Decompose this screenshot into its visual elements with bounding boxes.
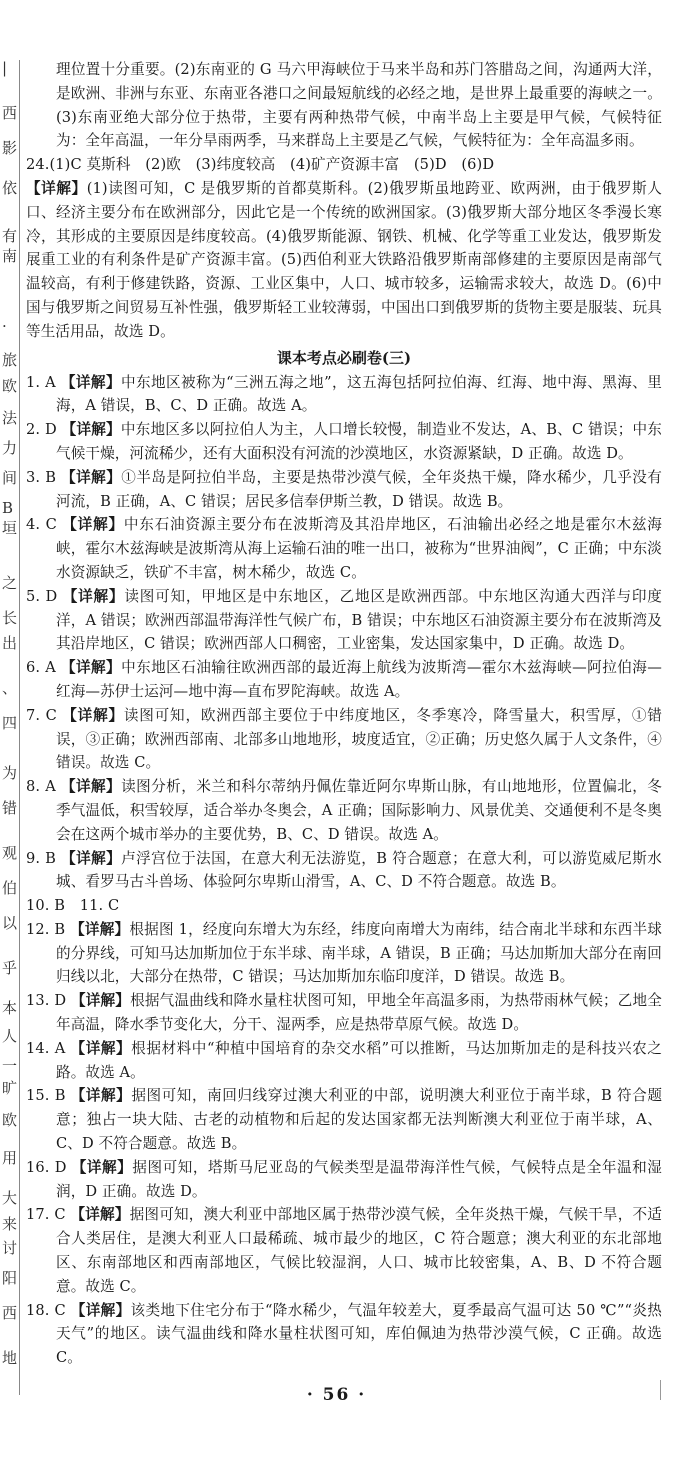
gutter-char: 四: [2, 714, 18, 732]
gutter-char: 法: [2, 409, 18, 427]
answer-item: [26, 775, 662, 846]
answer-choice: 2. D: [26, 421, 62, 439]
explanation-text: 读图可知，欧洲西部主要位于中纬度地区，冬季寒冷，降雪量大，积雪厚，①错误，③正确；欧洲西部南、北部多山地地形，坡度适宜，②正确；历史悠久属于人文条件，④错误。故选 C。: [56, 706, 662, 772]
detail-tag: 【详解】: [71, 1158, 133, 1176]
detail-tag: 【详解】: [60, 778, 122, 796]
explanation-text: 该类地下住宅分布于“降水稀少，气温年较差大，夏季最高气温可达 50 ℃”“炎热天气”的地区。读气温曲线和降水量柱状图可知，库伯佩迪为热带沙漠气候，C 正确。故选 C。: [56, 1301, 662, 1367]
explanation-text: 卢浮宫位于法国，在意大利无法游览，B 符合题意；在意大利，可以游览威尼斯水城、看罗马古斗兽场、体验阿尔卑斯山滑雪，A、C、D 不符合题意。故选 B。: [56, 849, 662, 891]
gutter-char: 讨: [2, 1239, 18, 1257]
explanation-text: 根据材料中“种植中国培育的杂交水稻”可以推断，马达加斯加走的是科技兴农之路。故选 A。: [56, 1039, 662, 1081]
answer-choice: 14. A: [26, 1039, 71, 1057]
answer-item: [26, 1084, 662, 1155]
gutter-char: 之: [2, 574, 18, 592]
explanation-text: 根据气温曲线和降水量柱状图可知，甲地全年高温多雨，为热带雨林气候；乙地全年高温，降水季节变化大，分干、湿两季，应是热带草原气候。故选 D。: [56, 992, 663, 1034]
gutter-char: 长: [2, 609, 18, 627]
detail-tag: 【详解】: [60, 373, 121, 391]
answer-item: [26, 918, 662, 989]
explanation-text: 据图可知，澳大利亚中部地区属于热带沙漠气候，全年炎热干燥，气候干旱，不适合人类居住，是澳大利亚人口最稀疏、城市最少的地区，C 符合题意；澳大利亚的东北部地区、东南部地区和西南部地区，气候比较湿润，人口、城市比较密集，A、B、D 不符合题意。故选 C。: [56, 1206, 662, 1295]
answer-choice: 18. C: [26, 1301, 71, 1319]
answer-choice: 1. A: [26, 373, 61, 391]
gutter-char: 旷: [2, 1079, 18, 1097]
gutter-char: 错: [2, 799, 18, 817]
detail-tag: 【详解】: [62, 516, 124, 534]
detail-tag: 【详解】: [62, 587, 125, 605]
answer-content: [26, 58, 662, 1370]
gutter-char: 间: [2, 469, 18, 487]
answer-item: [26, 371, 662, 419]
detail-tag: 【详解】: [70, 920, 130, 938]
gutter-char: 依: [2, 179, 18, 197]
detail-tag: 【详解】: [70, 1301, 131, 1319]
answer-choice: 9. B: [26, 849, 62, 867]
answer-item: [26, 656, 662, 704]
answer-choice: 4. C: [26, 516, 63, 534]
section-title: 课本考点必刷卷(三): [276, 348, 412, 367]
gutter-char: 、: [2, 679, 18, 697]
answer-choice: 12. B: [26, 920, 71, 938]
answer-item: [26, 1299, 662, 1370]
gutter-char: 伯: [2, 879, 18, 897]
gutter-divider: [19, 60, 20, 1395]
page-number: · 56 ·: [306, 1385, 367, 1405]
answer-item: [26, 513, 662, 584]
q24-detail: [26, 177, 662, 344]
explanation-text: 中东地区石油输往欧洲西部的最近海上航线为波斯湾—霍尔木兹海峡—阿拉伯海—红海—苏伊士运河—地中海—直布罗陀海峡。故选 A。: [56, 659, 662, 700]
gutter-char: 南: [2, 247, 18, 265]
answer-choice: 16. D: [26, 1158, 72, 1176]
answer-item: [26, 894, 662, 918]
answer-item: [26, 1203, 662, 1298]
explanation-text: 据图可知，南回归线穿过澳大利亚的中部，说明澳大利亚位于南半球，B 符合题意；独占一块大陆、古老的动植物和后起的发达国家都无法判断澳大利亚位于南半球，A、C、D 不符合题意。故选 B。: [56, 1087, 663, 1153]
detail-tag: 【详解】: [70, 1206, 130, 1224]
answer-choice: 7. C: [26, 706, 63, 724]
detail-tag: 【详解】: [70, 1087, 132, 1105]
gutter-char: 有: [2, 227, 18, 245]
gutter-char: 阳: [2, 1269, 18, 1287]
explanation-text: 读图可知，甲地区是中东地区，乙地区是欧洲西部。中东地区沟通大西洋与印度洋，A 错误；欧洲西部温带海洋性气候广布，B 错误；中东地区石油资源主要分布在波斯湾及其沿岸地区，C 错误；欧洲西部人口稠密，工业密集，发达国家集中，D 正确。故选 D。: [56, 587, 662, 653]
answer-item: [26, 1037, 662, 1085]
gutter-char: 欧: [2, 1111, 18, 1129]
gutter-char: 以: [2, 914, 18, 932]
gutter-char: ·: [2, 317, 7, 335]
answer-item: [26, 1156, 662, 1204]
detail-tag: 【详解】: [61, 849, 122, 867]
gutter-char: 出: [2, 634, 18, 652]
answer-item: [26, 585, 662, 656]
q23-continuation: 理位置十分重要。(2)东南亚的 G 马六甲海峡位于马来半岛和苏门答腊岛之间，沟通两大洋，是欧洲、非洲与东亚、东南亚各港口之间最短航线的必经之地，是世界上最重要的海峡之一。(3)东南亚绝大部分位于热带，主要有两种热带气候，中南半岛上主要是甲气候，气候特征为：全年高温，一年分旱雨两季，马来群岛上主要是乙气候，气候特征为：全年高温多雨。: [56, 61, 662, 150]
gutter-char: 力: [2, 439, 18, 457]
explanation-text: 读图分析，米兰和科尔蒂纳丹佩佐靠近阿尔卑斯山脉，有山地地形，位置偏北，冬季气温低，积雪较厚，适合举办冬奥会，A 正确；国际影响力、风景优美、交通便利不是冬奥会在这两个城市举办的主要优势，B、C、D 错误。故选 A。: [56, 778, 662, 843]
detail-tag: 【详解】: [62, 706, 124, 724]
detail-tag: 【详解】: [70, 992, 131, 1010]
detail-tag: 【详解】: [60, 659, 122, 677]
answer-item: [26, 466, 662, 514]
gutter-char: 欧: [2, 377, 18, 395]
explanation-text: 根据图 1，经度向东增大为东经，纬度向南增大为南纬，结合南北半球和东西半球的分界线，可知马达加斯加位于东半球、南半球，A 错误，B 正确；马达加斯加大部分在南回归线以北，大部分在热带，C 错误；马达加斯加东临印度洋，D 错误。故选 B。: [56, 920, 662, 986]
gutter-char: 本: [2, 999, 18, 1017]
answer-item: [26, 989, 662, 1037]
gutter-char: 影: [2, 139, 18, 157]
answer-item: [26, 847, 662, 895]
answer-choice: 5. D: [26, 587, 63, 605]
gutter-char: 旅: [2, 351, 18, 369]
explanation-text: 中东地区被称为“三洲五海之地”，这五海包括阿拉伯海、红海、地中海、黑海、里海，A 错误，B、C、D 正确。故选 A。: [56, 373, 662, 415]
answer-choice: 3. B: [26, 468, 62, 486]
q24-detail-text: (1)读图可知，C 是俄罗斯的首都莫斯科。(2)俄罗斯虽地跨亚、欧两洲，由于俄罗斯人口、经济主要分布在欧洲部分，因此它是一个传统的欧洲国家。(3)俄罗斯大部分地区冬季漫长寒冷，其形成的主要原因是纬度较高。(4)俄罗斯能源、钢铁、机械、化学等重工业发达，俄罗斯发展重工业的有利条件是矿产资源丰富。(5)西伯利亚大铁路沿俄罗斯南部修建的主要原因是南部气温较高，有利于修建铁路，资源、工业区集中，人口、城市较多，运输需求较大，故选 D。(6)中国与俄罗斯之间贸易互补性强，俄罗斯轻工业较薄弱，中国出口到俄罗斯的货物主要是服装、玩具等生活用品，故选 D。: [26, 179, 662, 340]
answer-list: [26, 371, 662, 1370]
answer-item: [26, 418, 662, 466]
answer-choice: 13. D: [26, 992, 71, 1010]
gutter-char: 西: [2, 1304, 18, 1322]
gutter-char: B: [2, 499, 14, 517]
explanation-text: ①半岛是阿拉伯半岛，主要是热带沙漠气候，全年炎热干燥，降水稀少，几乎没有河流，B 正确，A、C 错误；居民多信奉伊斯兰教，D 错误。故选 B。: [56, 468, 662, 510]
gutter-char: 为: [2, 764, 18, 782]
gutter-char: 来: [2, 1215, 18, 1233]
gutter-char: |: [2, 59, 8, 77]
left-margin-gutter: [0, 0, 20, 1400]
gutter-char: 观: [2, 844, 18, 862]
gutter-char: 地: [2, 1349, 18, 1367]
answer-choice: 8. A: [26, 778, 61, 796]
detail-tag: 【详解】: [26, 179, 87, 197]
answer-choice: 17. C: [26, 1206, 71, 1224]
gutter-char: 西: [2, 104, 18, 122]
gutter-char: 用: [2, 1149, 18, 1167]
detail-tag: 【详解】: [61, 421, 121, 439]
answer-choice: 6. A: [26, 659, 61, 677]
detail-tag: 【详解】: [61, 468, 122, 486]
gutter-char: 垣: [2, 519, 18, 537]
answer-choice: 10. B 11. C: [26, 897, 120, 915]
gutter-char: 乎: [2, 959, 18, 977]
explanation-text: 中东石油资源主要分布在波斯湾及其沿岸地区，石油输出必经之地是霍尔木兹海峡，霍尔木兹海峡是波斯湾从海上运输石油的唯一出口，被称为“世界油阀”，C 正确；中东淡水资源缺乏，铁矿不丰富，树木稀少，故选 C。: [56, 516, 662, 581]
answer-item: [26, 704, 662, 775]
explanation-text: 中东地区多以阿拉伯人为主，人口增长较慢，制造业不发达，A、B、C 错误；中东气候干燥，河流稀少，还有大面积没有河流的沙漠地区，水资源紧缺，D 正确。故选 D。: [56, 421, 663, 462]
gutter-char: 人: [2, 1027, 18, 1045]
gutter-char: 大: [2, 1189, 18, 1207]
explanation-text: 据图可知，塔斯马尼亚岛的气候类型是温带海洋性气候，气候特点是全年温和湿润，D 正确。故选 D。: [56, 1158, 662, 1200]
q24-answer: 24.(1)C 莫斯科 (2)欧 (3)纬度较高 (4)矿产资源丰富 (5)D (6)D: [26, 156, 495, 174]
answer-choice: 15. B: [26, 1087, 71, 1105]
detail-tag: 【详解】: [70, 1039, 132, 1057]
gutter-char: 一: [2, 1057, 18, 1075]
